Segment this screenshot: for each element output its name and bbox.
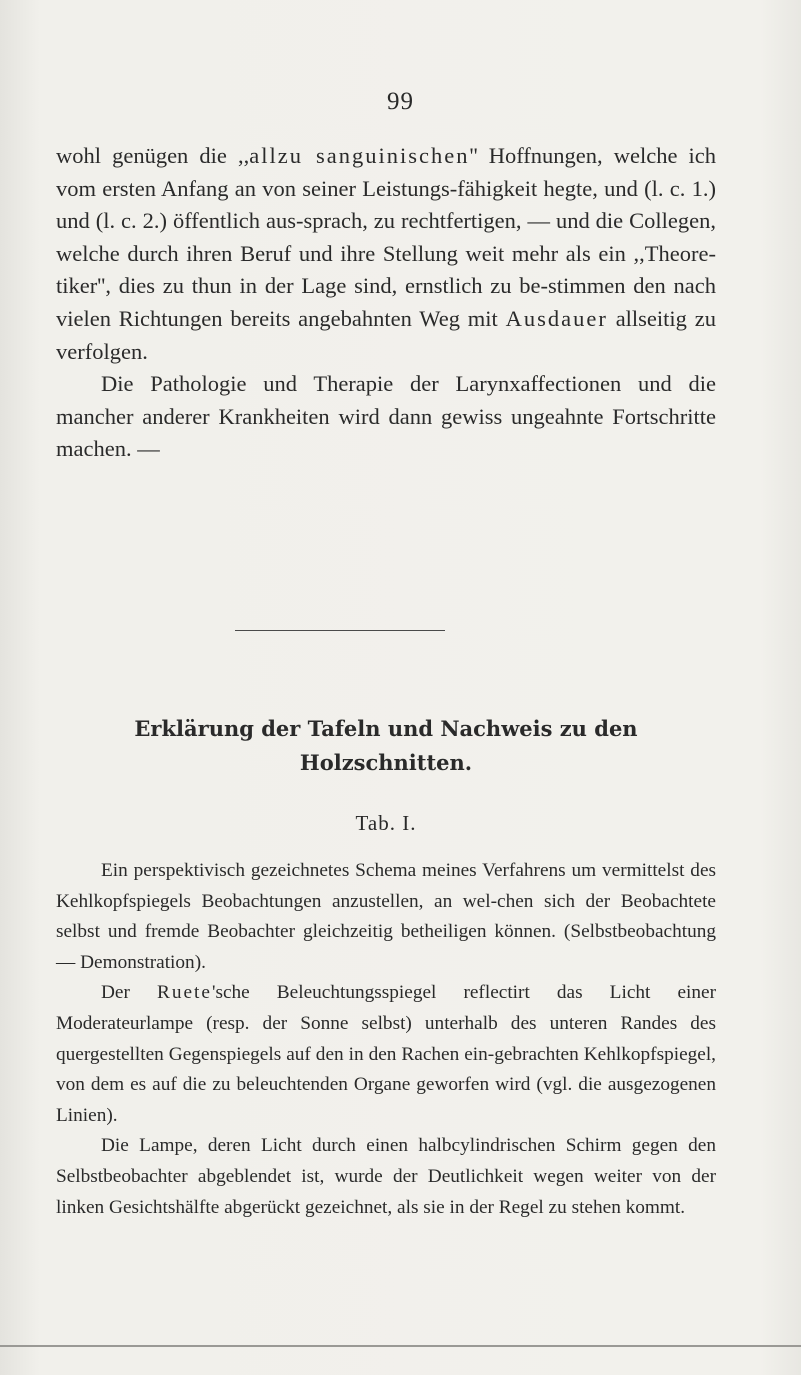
spaced-emphasis-sanguinisch: allzu sanguinischen bbox=[249, 143, 470, 168]
plate-description bbox=[56, 856, 716, 1223]
paragraph-2: Die Pathologie und Therapie der Larynxaffectionen und die mancher anderer Krankheiten wird dann gewiss ungeahnte Fortschritte machen. — bbox=[56, 371, 716, 462]
tab-paragraph-3: Die Lampe, deren Licht durch einen halbcylindrischen Schirm gegen den Selbstbeobachter abgeblendet ist, wurde der Deutlichkeit wegen weiter von der linken Gesichtshälfte abgerückt gezeichnet, als sie in der Regel zu stehen kommt. bbox=[56, 1135, 716, 1218]
spaced-emphasis-ausdauer: Ausdauer bbox=[505, 305, 608, 331]
section-title bbox=[56, 712, 716, 780]
page-number: 99 bbox=[387, 88, 414, 115]
tab-paragraph-2 bbox=[56, 978, 716, 1131]
paragraph-1-part-b: '' Hoffnungen, welche ich vom ersten Anfang an von seiner Leistungs-fähigkeit hegte, und (l. c. 1.) und (l. c. 2.) öffentlich aus-sprach, zu rechtfertigen, — und die Collegen, welche durch ihren Beruf und ihre Stellung weit mehr als ein ,,Theore-tiker'', dies zu thun in der Lage sind, ernstlich zu be-stimmen den nach vielen Richtungen bereits angebahnten Weg mit bbox=[56, 143, 717, 331]
paragraph-1-part-c: allseitig zu verfolgen. bbox=[56, 305, 716, 364]
section-title-line-2: Holzschnitten. bbox=[299, 750, 473, 775]
tab-heading: Tab. I. bbox=[355, 811, 417, 835]
paragraph-1-part-a: wohl genügen die ,, bbox=[56, 143, 250, 168]
paragraph-1 bbox=[56, 140, 716, 368]
page-bottom-edge bbox=[0, 1345, 801, 1347]
section-divider bbox=[235, 630, 445, 631]
main-text bbox=[56, 140, 716, 466]
tab-paragraph-2-part-b: 'sche Beleuchtungsspiegel reflectirt das Licht einer Moderateurlampe (resp. der Sonne selbst) unterhalb des unteren Randes des quergestellten Gegenspiegels auf den in den Rachen ein-gebrachten Kehlkopfspiegel, von dem es auf die zu beleuchtenden Organe geworfen wird (vgl. die ausgezogenen Linien). bbox=[56, 982, 716, 1126]
spaced-emphasis-ruete: Ruete bbox=[157, 982, 212, 1004]
section-title-line-1: Erklärung der Tafeln und Nachweis zu den bbox=[134, 716, 638, 741]
tab-paragraph-1: Ein perspektivisch gezeichnetes Schema meines Verfahrens um vermittelst des Kehlkopfspiegels Beobachtungen anzustellen, an wel-chen sich der Beobachtete selbst und fremde Beobachter gleichzeitig betheiligen können. (Selbstbeobachtung — Demonstration). bbox=[56, 860, 716, 973]
tab-paragraph-2-part-a: Der bbox=[101, 982, 157, 1004]
